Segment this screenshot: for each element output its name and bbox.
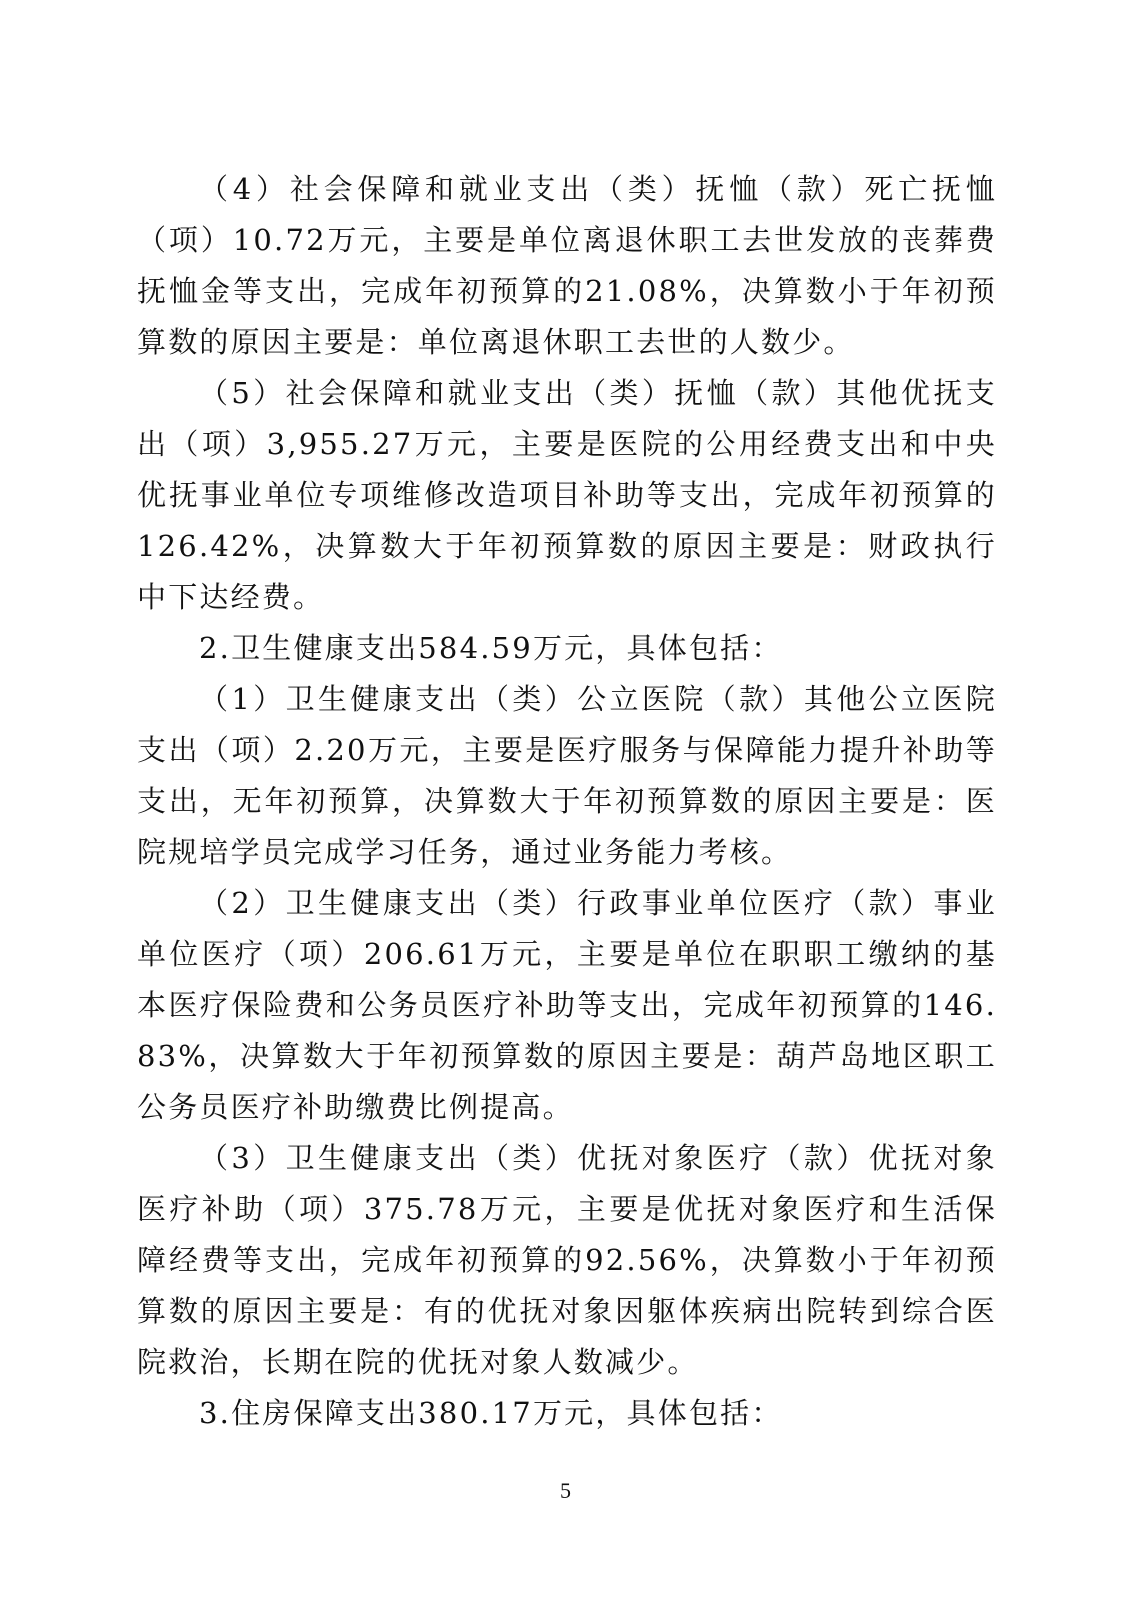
page-number: 5 <box>560 1478 571 1503</box>
paragraph-institution-medical: （2）卫生健康支出（类）行政事业单位医疗（款）事业单位医疗（项）206.61万元，主要是单位在职职工缴纳的基本医疗保险费和公务员医疗补助等支出，完成年初预算的146.83%，决算数大于年初预算数的原因主要是：葫芦岛地区职工公务员医疗补助缴费比例提高。 <box>137 886 997 1124</box>
section-heading-housing-expenditure: 3.住房保障支出380.17万元，具体包括： <box>199 1396 783 1430</box>
document-body <box>137 164 997 1439</box>
section-heading-health-expenditure: 2.卫生健康支出584.59万元，具体包括： <box>199 631 783 665</box>
paragraph-special-care-medical: （3）卫生健康支出（类）优抚对象医疗（款）优抚对象医疗补助（项）375.78万元，主要是优抚对象医疗和生活保障经费等支出，完成年初预算的92.56%，决算数小于年初预算数的原因主要是：有的优抚对象因躯体疾病出院转到综合医院救治，长期在院的优抚对象人数减少。 <box>137 1141 997 1379</box>
paragraph-public-hospital: （1）卫生健康支出（类）公立医院（款）其他公立医院支出（项）2.20万元，主要是医疗服务与保障能力提升补助等支出，无年初预算，决算数大于年初预算数的原因主要是：医院规培学员完成学习任务，通过业务能力考核。 <box>137 682 997 869</box>
paragraph-death-pension: （4）社会保障和就业支出（类）抚恤（款）死亡抚恤（项）10.72万元，主要是单位离退休职工去世发放的丧葬费抚恤金等支出，完成年初预算的21.08%，决算数小于年初预算数的原因主要是：单位离退休职工去世的人数少。 <box>137 172 997 359</box>
paragraph-other-special-care: （5）社会保障和就业支出（类）抚恤（款）其他优抚支出（项）3,955.27万元，主要是医院的公用经费支出和中央优抚事业单位专项维修改造项目补助等支出，完成年初预算的126.42%，决算数大于年初预算数的原因主要是：财政执行中下达经费。 <box>137 376 997 614</box>
